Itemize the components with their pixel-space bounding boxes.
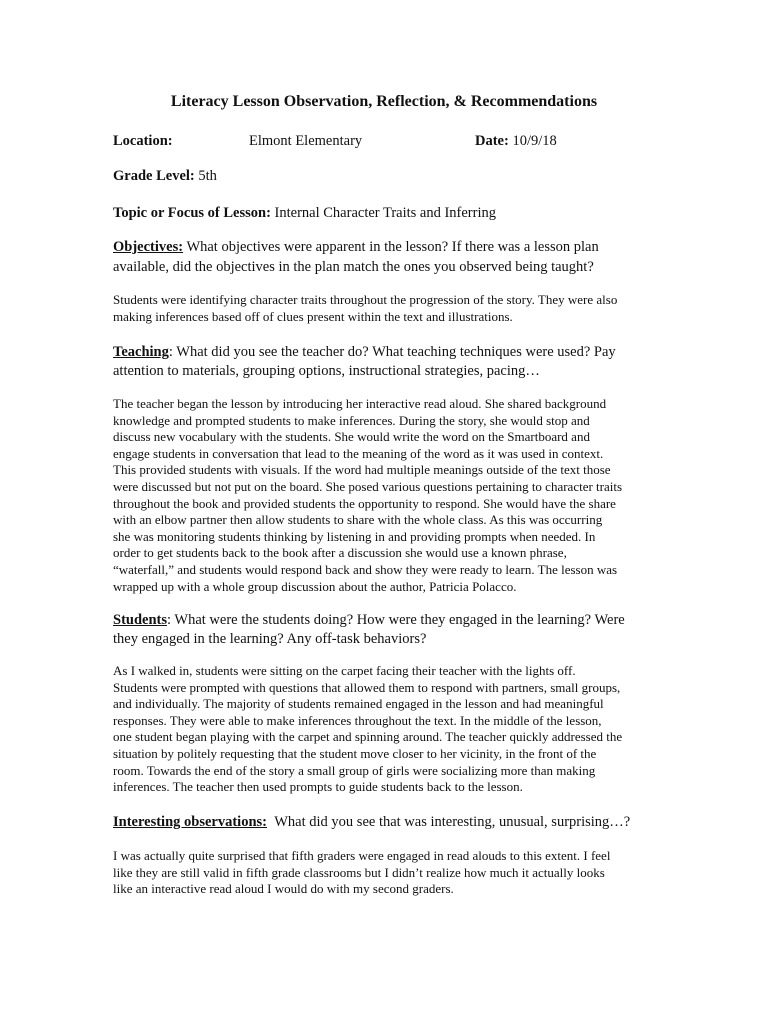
date-row (475, 133, 557, 150)
objectives-response (113, 292, 658, 325)
response-line: The teacher began the lesson by introducing her interactive read aloud. She shared background (113, 396, 607, 411)
response-line: were discussed but not put on the board. She posed various questions pertaining to character traits (113, 478, 623, 494)
response-line: room. Towards the end of the story a small group of girls were socializing more than making (113, 762, 596, 778)
teaching-prompt-text: : What did you see the teacher do? What teaching techniques were used? Pay (168, 344, 616, 360)
topic-row (113, 205, 496, 222)
response-line: Students were identifying character traits throughout the progression of the story. They were also (113, 292, 618, 307)
objectives-prompt-line2: available, did the objectives in the plan match the ones you observed being taught? (113, 259, 594, 275)
response-line: discuss new vocabulary with the students. She would write the word on the Smartboard and (113, 429, 590, 445)
objectives-prompt (113, 239, 599, 256)
students-label: Students (113, 612, 167, 628)
response-line: I was actually quite surprised that fifth graders were engaged in read alouds to this extent. I feel (113, 848, 611, 863)
teaching-prompt-line2: attention to materials, grouping options, instructional strategies, pacing… (113, 363, 540, 379)
location-row (113, 133, 173, 150)
teaching-label: Teaching (113, 344, 169, 360)
interesting-label: Interesting observations: (113, 814, 267, 830)
objectives-label: Objectives: (113, 239, 184, 255)
response-line: knowledge and prompted students to make inferences. During the story, she would stop and (113, 412, 590, 428)
teaching-response (113, 396, 658, 595)
grade-value: 5th (198, 168, 217, 184)
teaching-prompt (113, 344, 616, 361)
response-line: and individually. The majority of students remained engaged in the lesson and had meaningful (113, 696, 604, 712)
students-prompt-text: : What were the students doing? How were they engaged in the learning? Were (167, 612, 625, 628)
location-value: Elmont Elementary (249, 133, 363, 149)
grade-label: Grade Level: (113, 168, 195, 184)
students-response (113, 663, 658, 796)
response-line: order to get students back to the book after a discussion she would use a known phrase, (113, 545, 567, 561)
grade-row (113, 168, 217, 185)
response-line: wrapped up with a whole group discussion about the author, Patricia Polacco. (113, 578, 517, 594)
objectives-prompt-text: What objectives were apparent in the lesson? If there was a lesson plan (186, 239, 599, 255)
response-line: engage students in conversation that lead to the meaning of the word as it was used in context. (113, 445, 604, 461)
students-prompt-line2: they engaged in the learning? Any off-task behaviors? (113, 631, 427, 647)
students-prompt (113, 612, 625, 629)
date-value: 10/9/18 (512, 133, 557, 149)
response-line: with an elbow partner then allow students to share with the whole class. As this was occurring (113, 512, 603, 528)
response-line: situation by politely requesting that the student move closer to her vicinity, in the front of the (113, 745, 597, 761)
response-line: Students were prompted with questions that allowed them to respond with partners, small groups, (113, 679, 621, 695)
topic-label: Topic or Focus of Lesson: (113, 205, 271, 221)
location-label: Location: (113, 133, 173, 149)
page-title: Literacy Lesson Observation, Reflection, & Recommendations (170, 93, 598, 110)
response-line: like an interactive read aloud I would do with my second graders. (113, 881, 454, 897)
response-line: inferences. The teacher then used prompts to guide students back to the lesson. (113, 779, 523, 795)
interesting-prompt (113, 814, 630, 831)
response-line: This provided students with visuals. If the word had multiple meanings outside of the text those (113, 462, 611, 478)
response-line: throughout the book and provided students the opportunity to respond. She would have the share (113, 495, 616, 511)
response-line: As I walked in, students were sitting on the carpet facing their teacher with the lights off. (113, 663, 576, 678)
response-line: one student began playing with the carpet and spinning around. The teacher quickly addressed the (113, 729, 623, 745)
response-line: she was monitoring students thinking by listening in and providing prompts when needed. In (113, 528, 596, 544)
response-line: like they are still valid in fifth grade classrooms but I didn’t realize how much it actually looks (113, 864, 605, 880)
response-line: “waterfall,” and students would respond back and show they were ready to learn. The lesson was (113, 561, 618, 577)
interesting-response (113, 848, 658, 898)
response-line: making inferences based off of clues present within the text and illustrations. (113, 308, 513, 324)
topic-value: Internal Character Traits and Inferring (274, 205, 496, 221)
interesting-prompt-text: What did you see that was interesting, unusual, surprising…? (274, 814, 631, 830)
response-line: responses. They were able to make inferences throughout the text. In the middle of the lesson, (113, 712, 602, 728)
date-label: Date: (475, 133, 509, 149)
